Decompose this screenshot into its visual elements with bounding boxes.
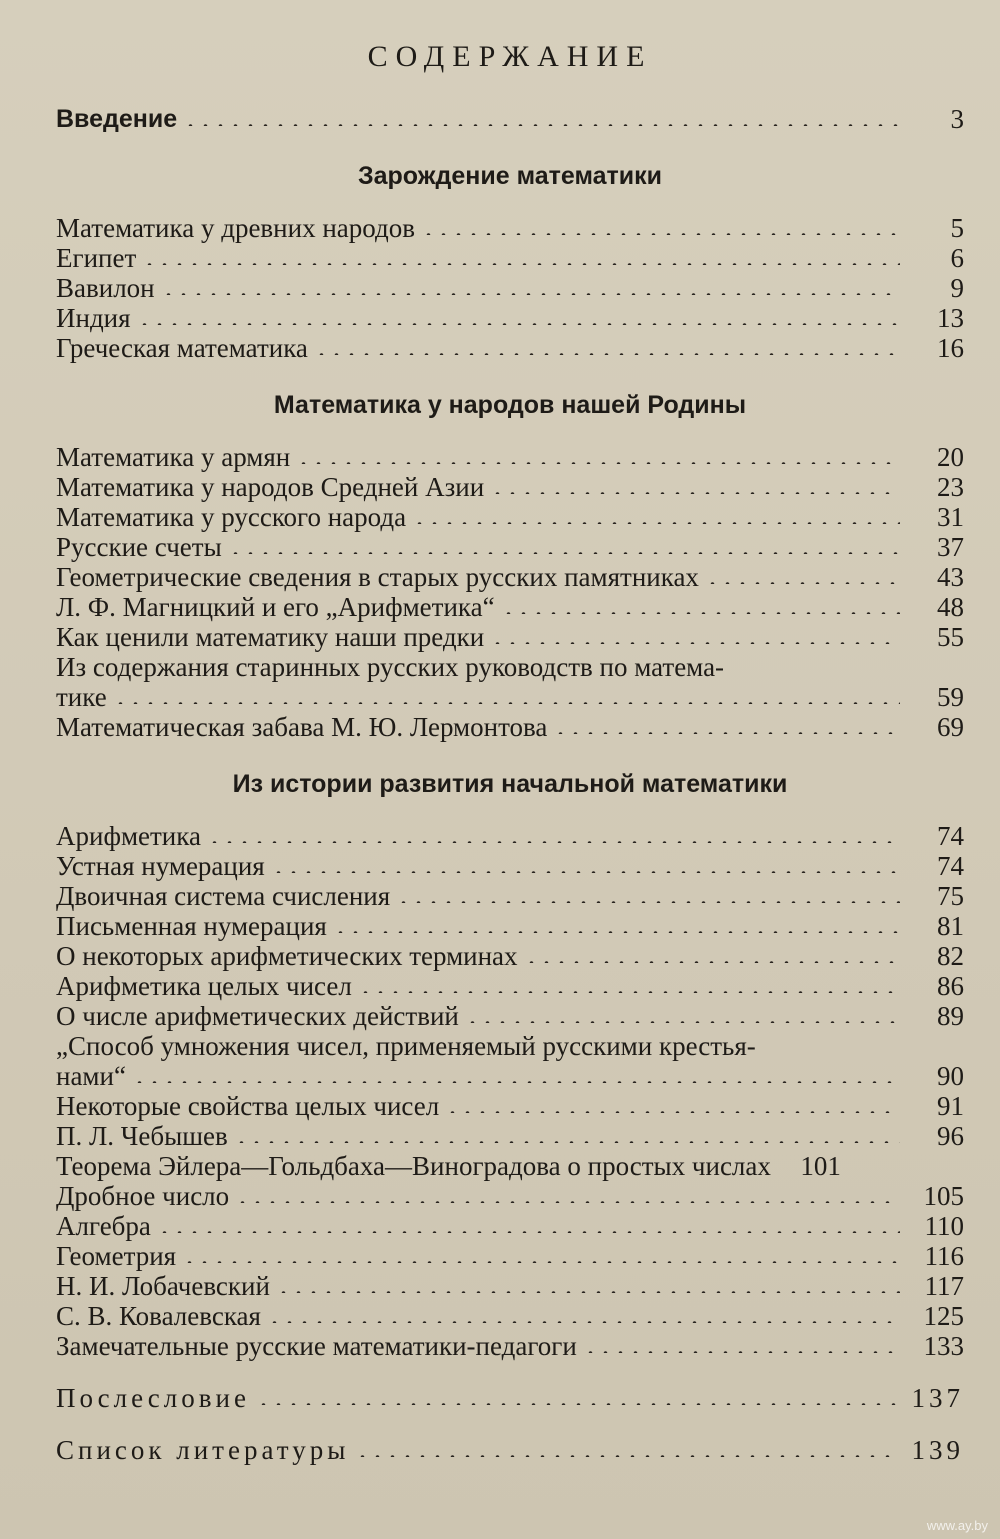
entry-page: 137	[911, 1383, 964, 1413]
dot-leader	[271, 871, 900, 873]
section-list	[56, 213, 964, 363]
entry-label: Двоичная система счисления	[56, 881, 391, 911]
entry-label: С. В. Ковалевская	[56, 1301, 261, 1331]
entry-page: 5	[950, 213, 964, 243]
entry-page: 55	[937, 622, 964, 652]
toc-entry	[56, 273, 964, 303]
toc-entry	[56, 592, 964, 622]
spacer	[56, 1361, 964, 1383]
toc-entry	[56, 502, 964, 532]
entry-page: 110	[924, 1211, 964, 1241]
wrapped-entry	[56, 1031, 900, 1091]
entry-page: 90	[937, 1061, 964, 1091]
entry-label: Как ценили математику наши предки	[56, 622, 485, 652]
dot-leader	[296, 462, 900, 464]
entry-page: 86	[937, 971, 964, 1001]
toc-entry	[56, 1001, 964, 1031]
entry-label: Некоторые свойства целых чисел	[56, 1091, 440, 1121]
dot-leader	[358, 991, 900, 993]
toc-entry	[56, 532, 964, 562]
toc-entry-literature	[56, 1435, 964, 1465]
toc-entry	[56, 622, 964, 652]
toc-entry	[56, 712, 964, 742]
entry-label: П. Л. Чебышев	[56, 1121, 228, 1151]
dot-leader	[161, 293, 900, 295]
dot-leader	[137, 323, 900, 325]
dot-leader	[235, 1201, 900, 1203]
toc-entry	[56, 1181, 964, 1211]
toc-entry	[56, 1301, 964, 1331]
section-list	[56, 442, 964, 742]
dot-leader	[113, 702, 900, 704]
entry-label: Математика у народов Средней Азии	[56, 472, 485, 502]
entry-page: 20	[937, 442, 964, 472]
dot-leader	[583, 1351, 900, 1353]
entry-label: Послесловие	[56, 1383, 250, 1413]
entry-page: 101	[800, 1151, 841, 1181]
entry-page: 16	[937, 333, 964, 363]
entry-page: 139	[911, 1435, 964, 1465]
entry-page: 48	[937, 592, 964, 622]
section-heading: Из истории развития начальной математики	[232, 770, 788, 798]
entry-page: 117	[924, 1271, 964, 1301]
entry-label: „Способ умножения чисел, применяемый русскими крестья-	[56, 1031, 756, 1061]
dot-leader	[183, 124, 900, 126]
dot-leader	[705, 582, 900, 584]
entry-page: 96	[937, 1121, 964, 1151]
toc-entry	[56, 243, 964, 273]
toc-entry	[56, 472, 964, 502]
entry-page: 105	[923, 1181, 964, 1211]
dot-leader	[234, 1141, 900, 1143]
entry-page: 69	[937, 712, 964, 742]
entry-page: 37	[937, 532, 964, 562]
entry-label: Русские счеты	[56, 532, 222, 562]
entry-label: Устная нумерация	[56, 851, 265, 881]
dot-leader	[421, 233, 900, 235]
entry-label: Из содержания старинных русских руководств по матема-	[56, 652, 725, 682]
entry-label: О числе арифметических действий	[56, 1001, 459, 1031]
entry-label: Геометрические сведения в старых русских памятниках	[56, 562, 699, 592]
entry-continuation	[56, 1061, 900, 1091]
entry-label: Арифметика	[56, 821, 201, 851]
toc-entry	[56, 1121, 964, 1151]
toc-entry	[56, 562, 964, 592]
toc-entry	[56, 333, 964, 363]
dot-leader	[132, 1081, 900, 1083]
entry-page: 3	[950, 104, 964, 134]
dot-leader	[412, 522, 900, 524]
entry-label: Введение	[56, 105, 178, 133]
toc-entry-intro	[56, 104, 964, 134]
dot-leader	[314, 353, 900, 355]
entry-label-cont: тике	[56, 682, 107, 712]
toc-entry	[56, 971, 964, 1001]
entry-label: Математика у древних народов	[56, 213, 415, 243]
dot-leader	[228, 552, 900, 554]
entry-continuation	[56, 682, 900, 712]
entry-label-cont: нами“	[56, 1061, 126, 1091]
toc-entry	[56, 881, 964, 911]
dot-leader	[396, 901, 900, 903]
entry-label: Н. И. Лобачевский	[56, 1271, 270, 1301]
dot-leader	[490, 492, 900, 494]
dot-leader	[182, 1261, 900, 1263]
entry-page: 31	[937, 502, 964, 532]
entry-label: Письменная нумерация	[56, 911, 327, 941]
entry-label: Арифметика целых чисел	[56, 971, 352, 1001]
entry-label: Греческая математика	[56, 333, 308, 363]
entry-label: Индия	[56, 303, 131, 333]
dot-leader	[267, 1321, 900, 1323]
toc-entry	[56, 821, 964, 851]
entry-page: 6	[950, 243, 964, 273]
entry-page: 116	[924, 1241, 964, 1271]
toc-entry	[56, 1151, 964, 1181]
dot-leader	[355, 1455, 900, 1457]
toc-entry	[56, 911, 964, 941]
page-title: СОДЕРЖАНИЕ	[367, 40, 653, 73]
entry-page: 91	[937, 1091, 964, 1121]
entry-page: 82	[937, 941, 964, 971]
entry-page: 89	[937, 1001, 964, 1031]
entry-label: Математика у русского народа	[56, 502, 407, 532]
dot-leader	[524, 961, 900, 963]
section-heading: Зарождение математики	[357, 162, 663, 190]
section-list	[56, 821, 964, 1361]
toc-entry	[56, 851, 964, 881]
entry-label: Дробное число	[56, 1181, 230, 1211]
entry-label: Замечательные русские математики-педагоги	[56, 1331, 577, 1361]
dot-leader	[157, 1231, 900, 1233]
entry-label: Математика у армян	[56, 442, 291, 472]
entry-label: Египет	[56, 243, 137, 273]
entry-label: Л. Ф. Магницкий и его „Арифметика“	[56, 592, 495, 622]
entry-label: Алгебра	[56, 1211, 151, 1241]
dot-leader	[142, 263, 900, 265]
dot-leader	[256, 1403, 900, 1405]
dot-leader	[445, 1111, 900, 1113]
dot-leader	[333, 931, 900, 933]
entry-page: 43	[937, 562, 964, 592]
dot-leader	[490, 642, 900, 644]
toc-entry	[56, 213, 964, 243]
entry-page: 133	[923, 1331, 964, 1361]
entry-page: 74	[937, 821, 964, 851]
section-heading: Математика у народов нашей Родины	[273, 391, 747, 419]
spacer	[56, 1413, 964, 1435]
entry-label: О некоторых арифметических терминах	[56, 941, 518, 971]
toc-entry-afterword	[56, 1383, 964, 1413]
toc-entry	[56, 303, 964, 333]
dot-leader	[465, 1021, 900, 1023]
dot-leader	[553, 732, 900, 734]
toc-entry	[56, 1271, 964, 1301]
entry-page: 75	[937, 881, 964, 911]
entry-page: 9	[950, 273, 964, 303]
entry-label: Список литературы	[56, 1435, 350, 1465]
toc-entry	[56, 1091, 964, 1121]
entry-label: Геометрия	[56, 1241, 177, 1271]
wrapped-entry	[56, 652, 900, 712]
entry-page: 13	[937, 303, 964, 333]
toc-entry	[56, 1211, 964, 1241]
toc-entry	[56, 1241, 964, 1271]
entry-page: 74	[937, 851, 964, 881]
entry-page: 125	[923, 1301, 964, 1331]
dot-leader	[207, 841, 900, 843]
toc-entry	[56, 941, 964, 971]
toc-entry	[56, 442, 964, 472]
entry-page: 81	[937, 911, 964, 941]
dot-leader	[501, 612, 900, 614]
entry-page: 23	[937, 472, 964, 502]
entry-label: Математическая забава М. Ю. Лермонтова	[56, 712, 548, 742]
toc-entry	[56, 1331, 964, 1361]
watermark: www.ay.by	[926, 1518, 988, 1533]
entry-label: Теорема Эйлера—Гольдбаха—Виноградова о простых числах	[56, 1151, 771, 1181]
entry-label: Вавилон	[56, 273, 155, 303]
toc-entry	[56, 1031, 964, 1091]
entry-page: 59	[937, 682, 964, 712]
dot-leader	[276, 1291, 900, 1293]
toc-entry	[56, 652, 964, 712]
